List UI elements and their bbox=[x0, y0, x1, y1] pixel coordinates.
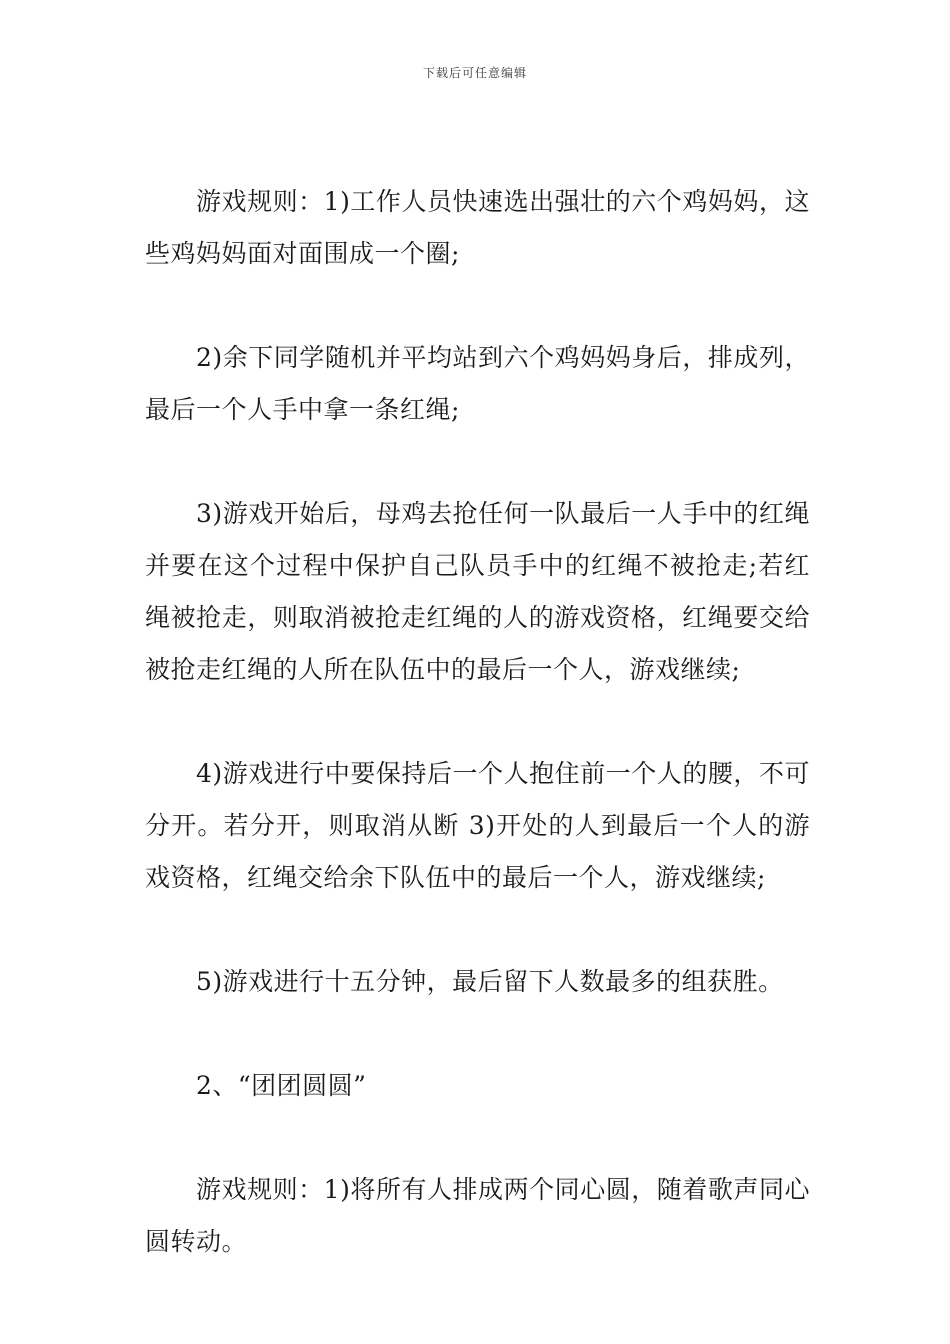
paragraph-rules-1: 游戏规则：1)工作人员快速选出强壮的六个鸡妈妈，这些鸡妈妈面对面围成一个圈; bbox=[145, 187, 810, 268]
paragraph-rule-2: 2)余下同学随机并平均站到六个鸡妈妈身后，排成列，最后一个人手中拿一条红绳; bbox=[145, 343, 810, 424]
paragraph-rule-3: 3)游戏开始后，母鸡去抢任何一队最后一人手中的红绳并要在这个过程中保护自己队员手中的红绳不被抢走;若红绳被抢走，则取消被抢走红绳的人的游戏资格，红绳要交给被抢走红绳的人所在队伍中的最后一个人，游戏继续; bbox=[145, 499, 810, 684]
paragraph-rules-game-2: 游戏规则：1)将所有人排成两个同心圆，随着歌声同心圆转动。 bbox=[145, 1175, 810, 1256]
paragraph-rule-4: 4)游戏进行中要保持后一个人抱住前一个人的腰，不可分开。若分开，则取消从断 3)开处的人到最后一个人的游戏资格，红绳交给余下队伍中的最后一个人，游戏继续; bbox=[145, 759, 810, 892]
section-heading-tuantuan-yuanyuan: 2、“团团圆圆” bbox=[196, 1071, 367, 1100]
paragraph-rule-5: 5)游戏进行十五分钟，最后留下人数最多的组获胜。 bbox=[196, 967, 784, 996]
document-body bbox=[145, 176, 810, 1320]
page-header: 下载后可任意编辑 bbox=[422, 66, 527, 80]
